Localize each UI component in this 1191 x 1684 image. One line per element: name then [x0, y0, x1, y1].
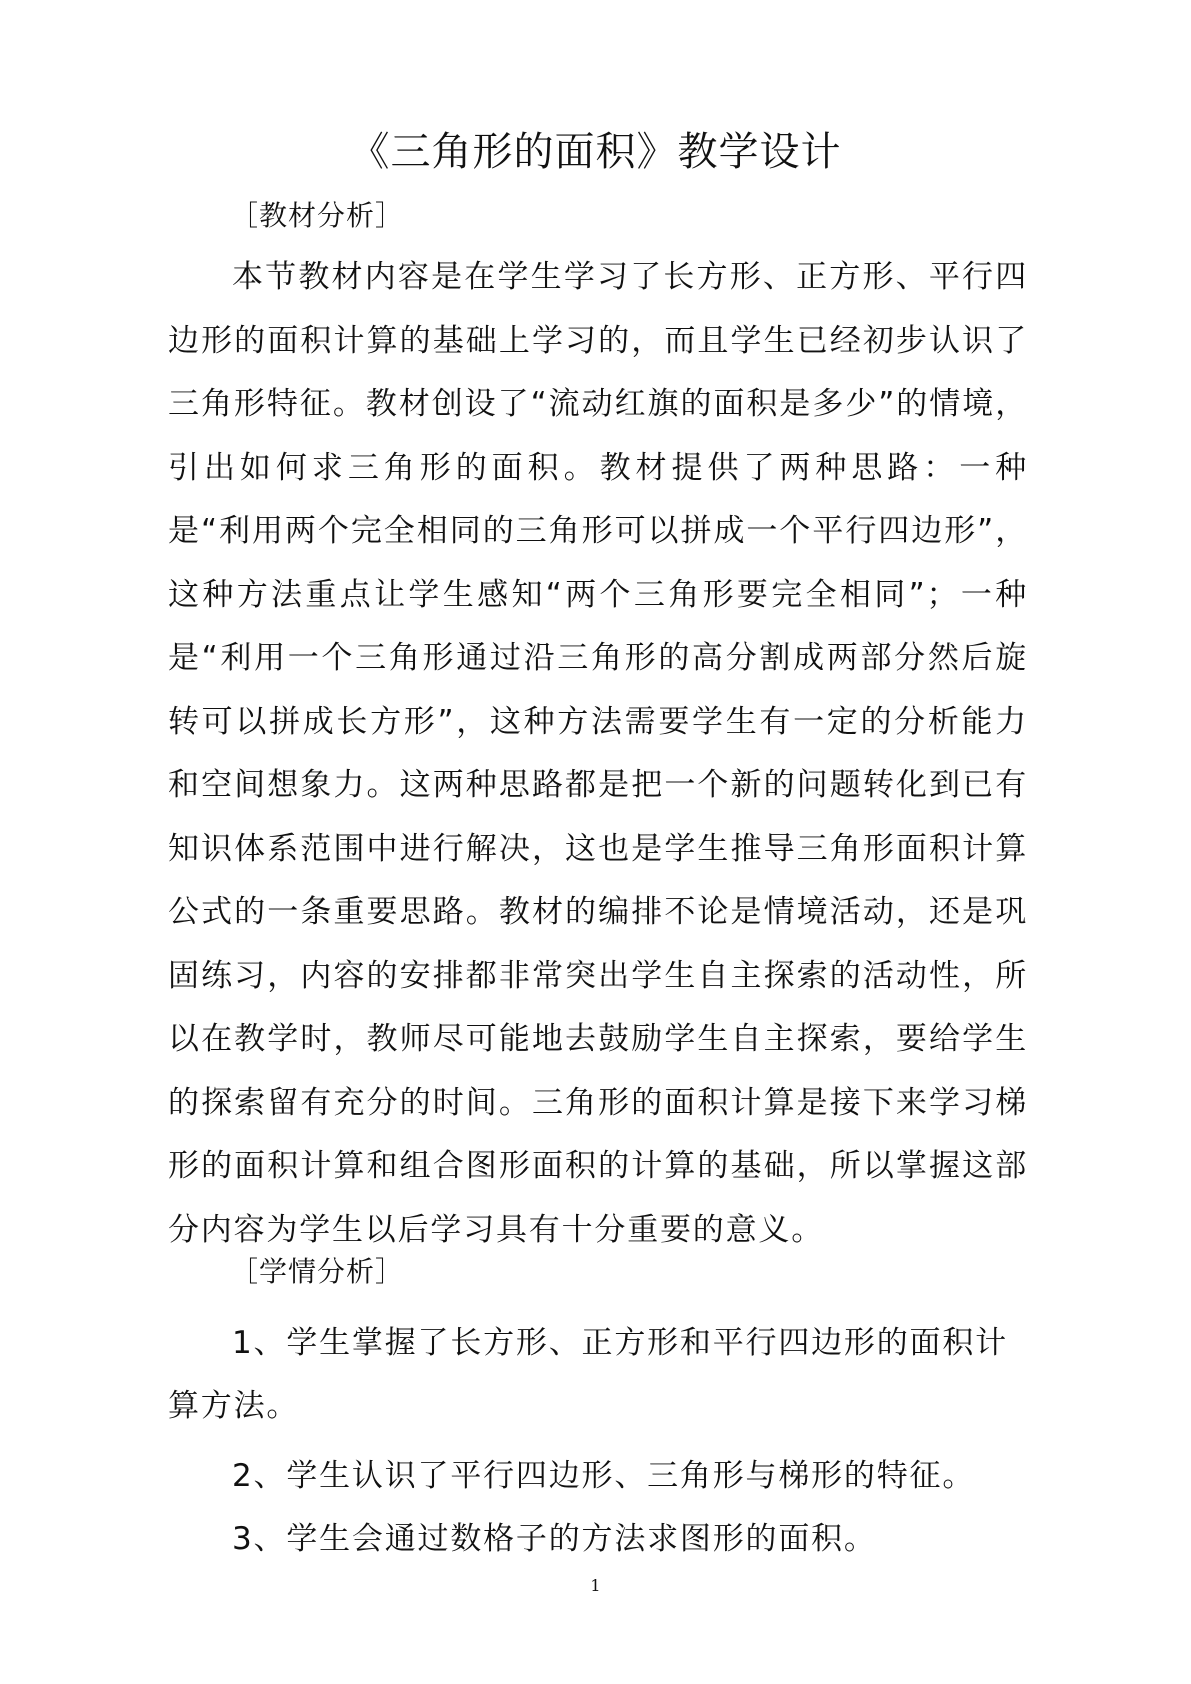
- list-item: 2、学生认识了平行四边形、三角形与梯形的特征。: [232, 1458, 976, 1494]
- page-number: 1: [590, 1576, 601, 1595]
- document-title: 《三角形的面积》教学设计: [349, 129, 842, 175]
- section-heading-textbook-analysis: ［教材分析］: [230, 199, 405, 232]
- list-item: 3、学生会通过数格子的方法求图形的面积。: [232, 1521, 877, 1557]
- list-item: 1、学生掌握了长方形、正方形和平行四边形的面积计算方法。: [168, 1325, 1008, 1424]
- textbook-analysis-paragraph: 本节教材内容是在学生学习了长方形、正方形、平行四边形的面积计算的基础上学习的，而且学生已经初步认识了三角形特征。教材创设了“流动红旗的面积是多少”的情境，引出如何求三角形的面积。教材提供了两种思路：一种是“利用两个完全相同的三角形可以拼成一个平行四边形”，这种方法重点让学生感知“两个三角形要完全相同”；一种是“利用一个三角形通过沿三角形的高分割成两部分然后旋转可以拼成长方形”，这种方法需要学生有一定的分析能力和空间想象力。这两种思路都是把一个新的问题转化到已有知识体系范围中进行解决，这也是学生推导三角形面积计算公式的一条重要思路。教材的编排不论是情境活动，还是巩固练习，内容的安排都非常突出学生自主探索的活动性，所以在教学时，教师尽可能地去鼓励学生自主探索，要给学生的探索留有充分的时间。三角形的面积计算是接下来学习梯形的面积计算和组合图形面积的计算的基础，所以掌握这部分内容为学生以后学习具有十分重要的意义。: [168, 259, 1028, 1248]
- section-heading-student-analysis: ［学情分析］: [230, 1255, 405, 1288]
